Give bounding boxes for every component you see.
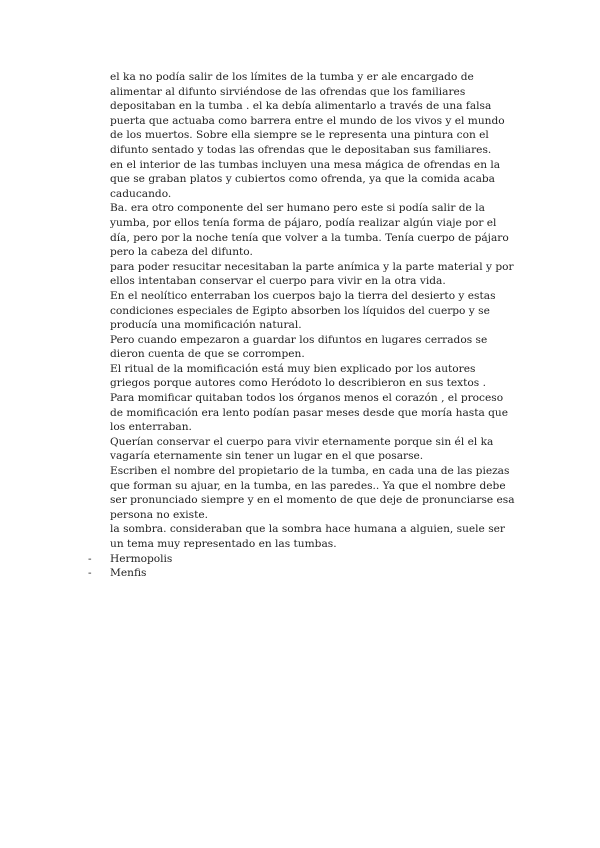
paragraph-sombra: la sombra. consideraban que la sombra hace humana a alguien, suele ser un tema muy representado en las tumbas. [110, 523, 505, 550]
paragraph-nombre-propietario: Escriben el nombre del propietario de la tumba, en cada una de las piezas que forman su ajuar, en la tumba, en las paredes.. Ya que el nombre debe ser pronunciado siempre y en el momento de que deje de pronunciarse esa persona no existe. [110, 465, 515, 521]
paragraph-ba: Ba. era otro componente del ser humano pero este si podía salir de la yumba, por ellos tenía forma de pájaro, podía realizar algún viaje por el día, pero por la noche tenía que volver a la tumba. Tenía cuerpo de pájaro pero la cabeza del difunto. [110, 202, 509, 259]
paragraph-neolitico: En el neolítico enterraban los cuerpos bajo la tierra del desierto y estas condiciones especiales de Egipto absorben los líquidos del cuerpo y se producía una momificación natural. [110, 289, 496, 332]
list-item-label: Hermopolis [110, 552, 173, 565]
list-item [88, 552, 518, 567]
paragraph-proceso-momificacion: Para momificar quitaban todos los órganos menos el corazón , el proceso de momificación era lento podían pasar meses desde que moría hasta que los enterraban. [110, 392, 509, 434]
paragraph-ka-tumba: el ka no podía salir de los límites de la tumba y er ale encargado de alimentar al difunto sirviéndose de las ofrendas que los familiares depositaban en la tumba . el ka debía alimentarlo a través de una falsa puerta que actuaba como barrera entre el mundo de los vivos y el mundo de los muertos. Sobre ella siempre se le representa una pintura con el difunto sentado y todas las ofrendas que le depositaban sus familiares. [110, 71, 505, 156]
document-body [88, 70, 518, 581]
paragraph-conservar-cuerpo: Querían conservar el cuerpo para vivir eternamente porque sin él el ka vagaría eternamente sin tener un lugar en el que posarse. [110, 435, 494, 463]
list-item [88, 566, 518, 581]
list-item-label: Menfis [110, 567, 147, 580]
bullet-dash: - [88, 552, 92, 565]
paragraph-resucitar: para poder resucitar necesitaban la parte anímica y la parte material y por ellos intentaban conservar el cuerpo para vivir en la otra vida. [110, 260, 514, 288]
paragraph-mesa-magica: en el interior de las tumbas incluyen una mesa mágica de ofrendas en la que se graban platos y cubiertos como ofrenda, ya que la comida acaba caducando. [110, 158, 501, 200]
bullet-dash: - [88, 567, 92, 580]
paragraph-ritual-momificacion: El ritual de la momificación está muy bien explicado por los autores griegos porque autores como Heródoto lo describieron en sus textos . [110, 362, 486, 390]
paragraph-lugares-cerrados: Pero cuando empezaron a guardar los difuntos en lugares cerrados se dieron cuenta de que se corrompen. [110, 333, 488, 361]
bullet-list [88, 552, 518, 581]
